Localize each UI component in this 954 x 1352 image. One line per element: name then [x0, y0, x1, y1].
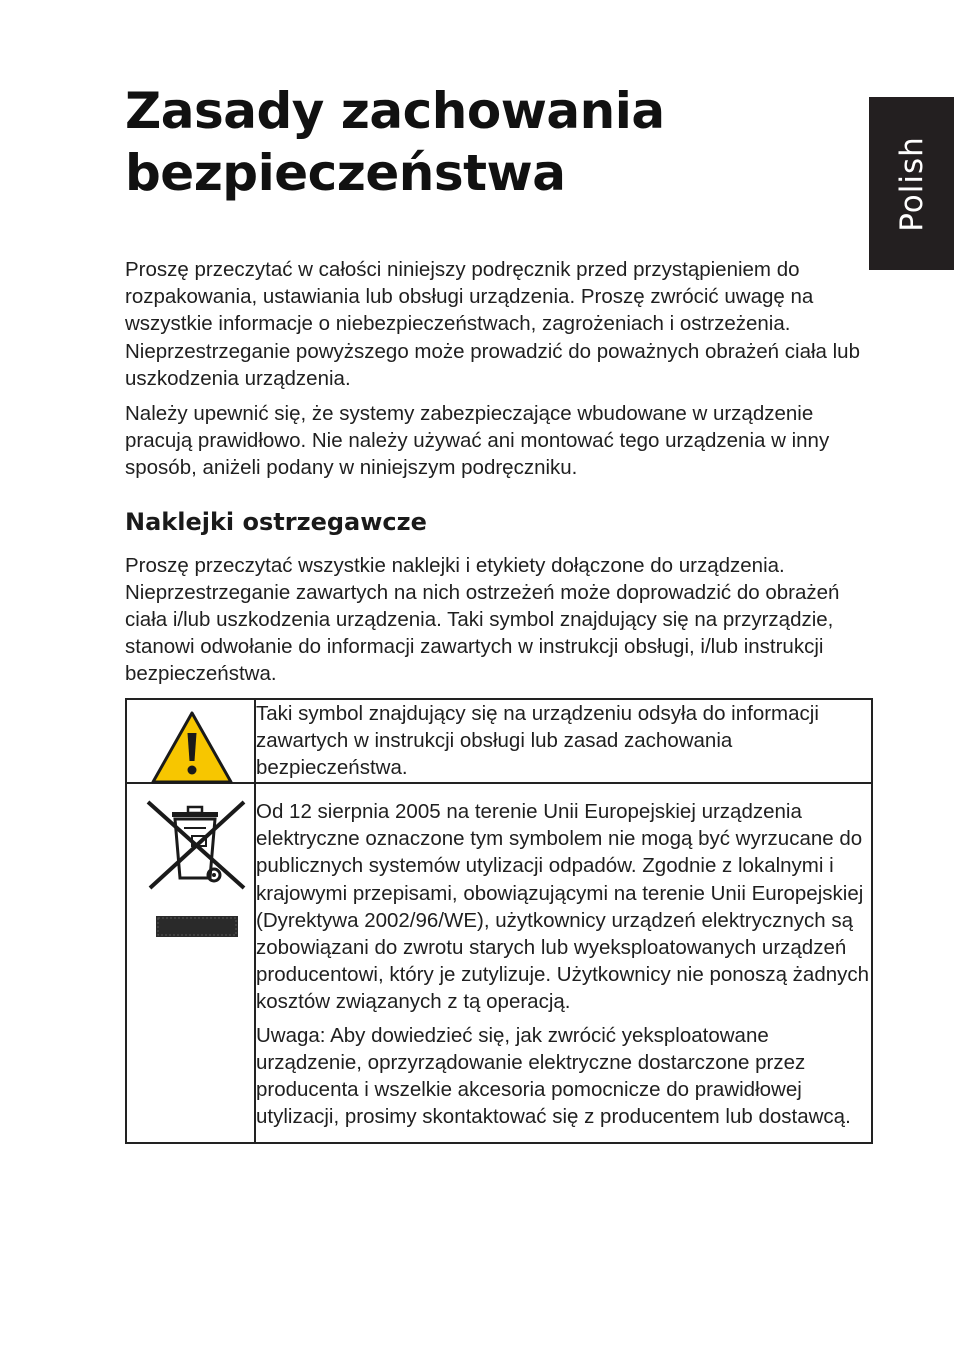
- page-title-line1: Zasady zachowania: [125, 82, 665, 140]
- warning-symbol-description: Taki symbol znajdujący się na urządzeniu odsyła do informacji zawartych w instrukcji obsługi lub zasad zachowania bezpieczeństwa.: [256, 702, 819, 780]
- language-tab-label: Polish: [893, 135, 930, 232]
- page-title: [125, 80, 860, 204]
- language-tab: [869, 97, 954, 270]
- warning-triangle-icon: [151, 711, 233, 785]
- warning-labels-paragraph: Proszę przeczytać wszystkie naklejki i etykiety dołączone do urządzenia. Nieprzestrzeganie zawartych na nich ostrzeżeń może doprowadzić do obrażeń ciała i/lub uszkodzenia urządzenia. Taki symbol znajdujący się na przyrządzie, stanowi odwołanie do informacji zawartych w instrukcji obsługi, i/lub instrukcji bezpieczeństwa.: [125, 553, 840, 686]
- weee-crossed-bin-icon: [144, 792, 252, 952]
- symbol-text-cell: [255, 699, 872, 783]
- intro-paragraph-2: Należy upewnić się, że systemy zabezpieczające wbudowane w urządzenie pracują prawidłowo. Nie należy używać ani montować tego urządzenia w inny sposób, aniżeli podany w niniejszym podręczniku.: [125, 402, 830, 480]
- symbol-icon-cell: [126, 783, 255, 1143]
- page-title-line2: bezpieczeństwa: [125, 144, 566, 202]
- symbol-table-row: [126, 699, 872, 783]
- symbol-text-cell: [255, 783, 872, 1143]
- symbol-icon-cell: [126, 699, 255, 783]
- symbol-table: [125, 698, 873, 1144]
- weee-note: Uwaga: Aby dowiedzieć się, jak zwrócić yeksploatowane urządzenie, oprzyrządowanie elektryczne dostarczone przez producenta i wszelkie akcesoria pomocnicze do prawidłowej utylizacji, prosimy skontaktować się z producentem lub dostawcą.: [256, 1023, 851, 1129]
- symbol-table-row: [126, 783, 872, 1143]
- weee-symbol-description: Od 12 sierpnia 2005 na terenie Unii Europejskiej urządzenia elektryczne oznaczone tym symbolem nie mogą być wyrzucane do publicznych systemów utylizacji odpadów. Zgodnie z lokalnymi i krajowymi przepisami, obowiązującymi na terenie Unii Europejskiej (Dyrektywa 2002/96/WE), użytkownicy urządzeń elektrycznych są zobowiązani do zwrotu starych lub wyeksploatowanych urządzeń producentowi, który je zutylizuje. Użytkownicy nie ponoszą żadnych kosztów związanych z tą operacją.: [256, 800, 870, 1014]
- intro-paragraph-1: Proszę przeczytać w całości niniejszy podręcznik przed przystąpieniem do rozpakowania, ustawiania lub obsługi urządzenia. Proszę zwrócić uwagę na wszystkie informacje o niebezpieczeństwach, zagrożeniach i ostrzeżenia. Nieprzestrzeganie powyższego może prowadzić do poważnych obrażeń ciała lub uszkodzenia urządzenia.: [125, 258, 860, 390]
- section-heading-warning-labels: Naklejki ostrzegawcze: [125, 507, 427, 536]
- main-content: [125, 80, 860, 688]
